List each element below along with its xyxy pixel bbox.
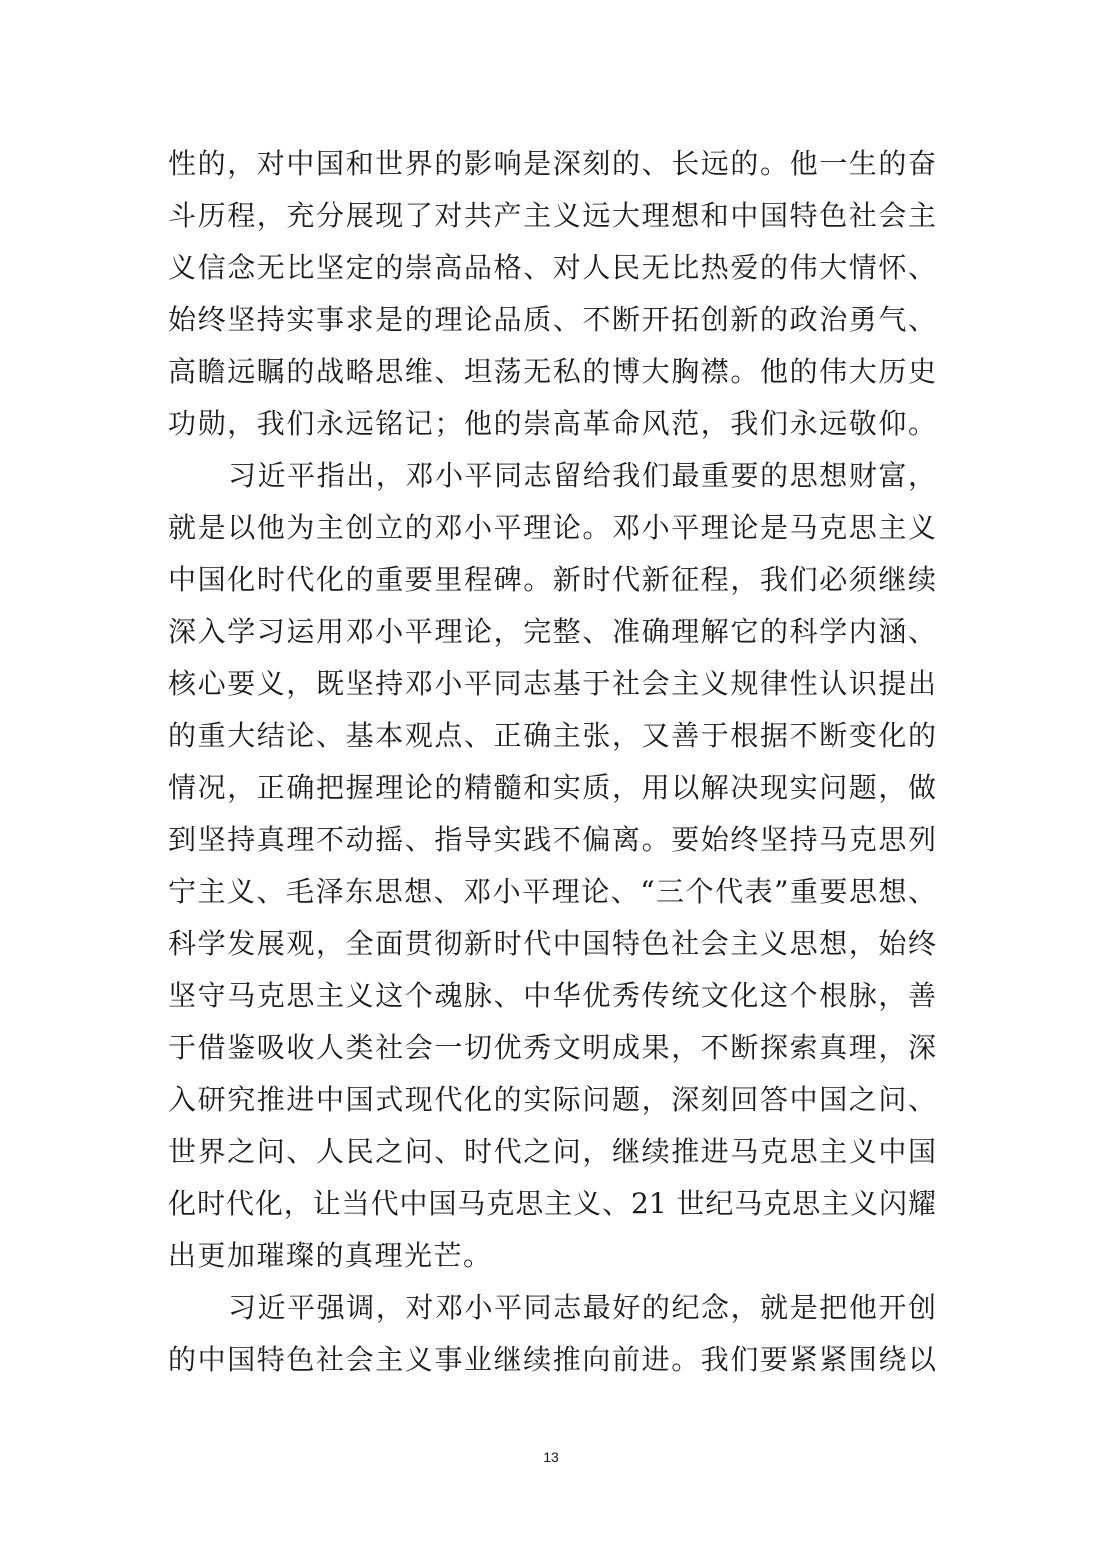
text-line: 始终坚持实事求是的理论品质、不断开拓创新的政治勇气、 <box>168 303 936 336</box>
body-text <box>168 138 936 1386</box>
text-line: 于借鉴吸收人类社会一切优秀文明成果，不断探索真理，深 <box>168 1031 936 1064</box>
text-line-paragraph-end: 出更加璀璨的真理光芒。 <box>168 1239 493 1272</box>
text-line: 入研究推进中国式现代化的实际问题，深刻回答中国之问、 <box>168 1083 936 1116</box>
text-line: 核心要义，既坚持邓小平同志基于社会主义规律性认识提出 <box>168 667 936 700</box>
text-line: 宁主义、毛泽东思想、邓小平理论、“三个代表”重要思想、 <box>168 875 936 908</box>
text-line-paragraph-start: 习近平强调，对邓小平同志最好的纪念，就是把他开创 <box>228 1291 936 1324</box>
text-line: 的重大结论、基本观点、正确主张，又善于根据不断变化的 <box>168 719 936 752</box>
text-line: 中国化时代化的重要里程碑。新时代新征程，我们必须继续 <box>168 563 936 596</box>
text-line: 化时代化，让当代中国马克思主义、21 世纪马克思主义闪耀 <box>168 1187 936 1220</box>
text-line: 科学发展观，全面贯彻新时代中国特色社会主义思想，始终 <box>168 927 936 960</box>
text-line: 高瞻远瞩的战略思维、坦荡无私的博大胸襟。他的伟大历史 <box>168 355 936 388</box>
text-line: 深入学习运用邓小平理论，完整、准确理解它的科学内涵、 <box>168 615 936 648</box>
text-line: 坚守马克思主义这个魂脉、中华优秀传统文化这个根脉，善 <box>168 979 936 1012</box>
text-line: 性的，对中国和世界的影响是深刻的、长远的。他一生的奋 <box>168 147 936 180</box>
text-line-paragraph-start: 习近平指出，邓小平同志留给我们最重要的思想财富， <box>228 459 936 492</box>
text-line: 义信念无比坚定的崇高品格、对人民无比热爱的伟大情怀、 <box>168 251 936 284</box>
text-line: 功勋，我们永远铭记；他的崇高革命风范，我们永远敬仰。 <box>168 407 936 440</box>
text-line: 就是以他为主创立的邓小平理论。邓小平理论是马克思主义 <box>168 511 936 544</box>
text-line: 到坚持真理不动摇、指导实践不偏离。要始终坚持马克思列 <box>168 823 936 856</box>
text-line: 斗历程，充分展现了对共产主义远大理想和中国特色社会主 <box>168 199 936 232</box>
text-line: 世界之问、人民之问、时代之问，继续推进马克思主义中国 <box>168 1135 936 1168</box>
text-line: 的中国特色社会主义事业继续推向前进。我们要紧紧围绕以 <box>168 1343 936 1376</box>
page-number: 13 <box>543 1449 559 1465</box>
text-line: 情况，正确把握理论的精髓和实质，用以解决现实问题，做 <box>168 771 936 804</box>
